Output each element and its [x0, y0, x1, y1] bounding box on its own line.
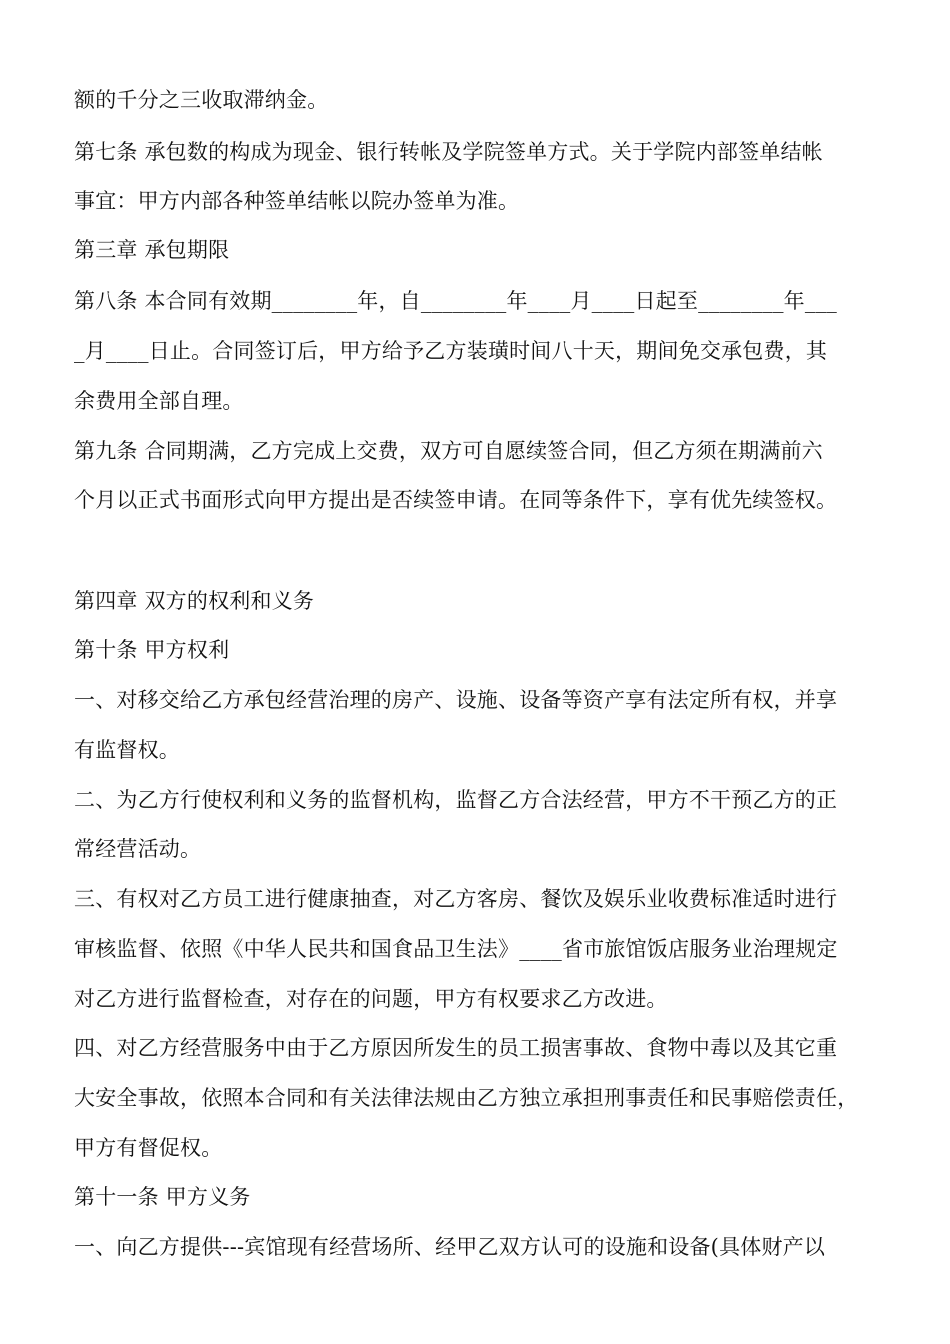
text-line: 有监督权。	[74, 738, 180, 762]
text-line: 事宜：甲方内部各种签单结帐以院办签单为准。	[74, 189, 520, 213]
text-line: _月____日止。合同签订后，甲方给予乙方装璜时间八十天，期间免交承包费，其	[74, 339, 828, 363]
text-line: 额的千分之三收取滞纳金。	[74, 88, 329, 112]
chapter-heading: 第四章 双方的权利和义务	[74, 589, 315, 613]
text-line: 第八条 本合同有效期________年，自________年____月____日起至________年___	[74, 289, 837, 313]
text-line: 第七条 承包数的构成为现金、银行转帐及学院签单方式。关于学院内部签单结帐	[74, 140, 823, 164]
text-line: 大安全事故，依照本合同和有关法律法规由乙方独立承担刑事责任和民事赔偿责任，	[74, 1086, 859, 1110]
chapter-heading: 第三章 承包期限	[74, 238, 230, 262]
text-line: 余费用全部自理。	[74, 389, 244, 413]
text-line: 第九条 合同期满，乙方完成上交费，双方可自愿续签合同，但乙方须在期满前六	[74, 439, 823, 463]
article-heading: 第十一条 甲方义务	[74, 1185, 251, 1209]
text-line: 一、向乙方提供---宾馆现有经营场所、经甲乙双方认可的设施和设备(具体财产以	[74, 1235, 826, 1259]
text-line: 对乙方进行监督检查，对存在的问题，甲方有权要求乙方改进。	[74, 987, 668, 1011]
text-line: 甲方有督促权。	[74, 1136, 223, 1160]
text-line: 二、为乙方行使权利和义务的监督机构，监督乙方合法经营，甲方不干预乙方的正	[74, 788, 838, 812]
text-line: 常经营活动。	[74, 837, 202, 861]
text-line: 一、对移交给乙方承包经营治理的房产、设施、设备等资产享有法定所有权，并享	[74, 688, 838, 712]
text-line: 个月以正式书面形式向甲方提出是否续签申请。在同等条件下，享有优先续签权。	[74, 488, 838, 512]
text-line: 四、对乙方经营服务中由于乙方原因所发生的员工损害事故、食物中毒以及其它重	[74, 1036, 838, 1060]
text-line: 三、有权对乙方员工进行健康抽查，对乙方客房、餐饮及娱乐业收费标准适时进行	[74, 887, 838, 911]
text-line: 审核监督、依照《中华人民共和国食品卫生法》____省市旅馆饭店服务业治理规定	[74, 937, 838, 961]
article-heading: 第十条 甲方权利	[74, 638, 230, 662]
